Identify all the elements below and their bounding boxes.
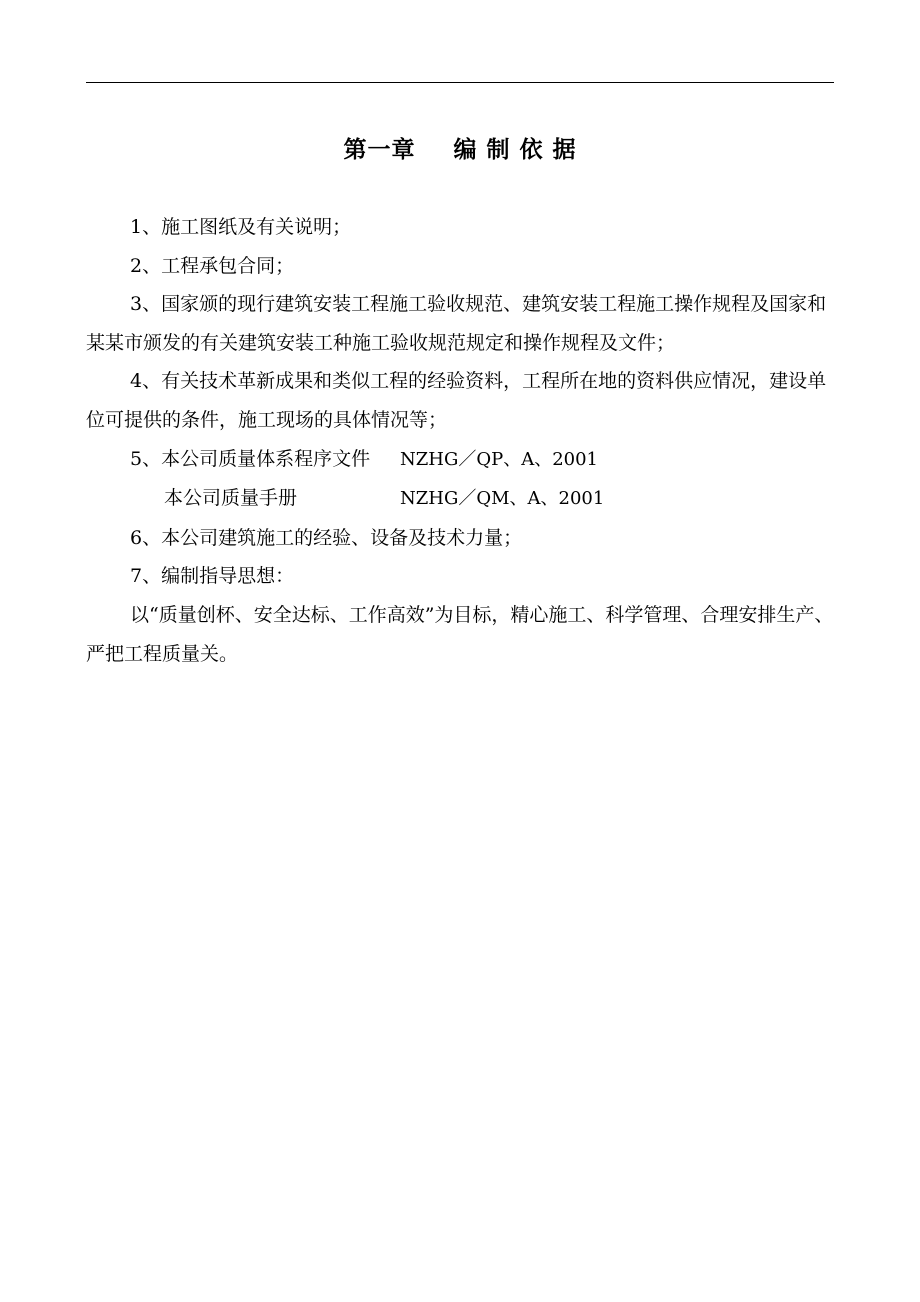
item-5-continued [86, 479, 834, 519]
item-1: 1、施工图纸及有关说明； [130, 216, 352, 238]
item-3: 3、国家颁的现行建筑安装工程施工验收规范、建筑安装工程施工操作规程及国家和某某市颁发的有关建筑安装工种施工验收规范规定和操作规程及文件； [86, 293, 827, 354]
item-6: 6、本公司建筑施工的经验、设备及技术力量； [130, 526, 523, 549]
item-7: 7、编制指导思想： [130, 565, 295, 588]
item-2: 2、工程承包合同； [130, 254, 295, 277]
item-5b-code: NZHG／QM、A、2001 [400, 488, 605, 510]
document-body [86, 208, 834, 673]
chapter-heading: 编 制 依 据 [453, 137, 577, 163]
item-5-label: 5、本公司质量体系程序文件 [130, 447, 371, 470]
item-5b-label: 本公司质量手册 [164, 487, 298, 510]
chapter-title [0, 132, 920, 168]
item-7-body: 以“质量创杯、安全达标、工作高效”为目标，精心施工、科学管理、合理安排生产、严把工程质量关。 [86, 603, 834, 665]
item-5-code: NZHG／QP、A、2001 [400, 448, 599, 470]
item-4: 4、有关技术革新成果和类似工程的经验资料，工程所在地的资料供应情况，建设单位可提供的条件，施工现场的具体情况等； [86, 370, 827, 431]
header-rule [86, 82, 834, 83]
chapter-number: 第一章 [343, 137, 416, 163]
item-5 [86, 440, 834, 480]
